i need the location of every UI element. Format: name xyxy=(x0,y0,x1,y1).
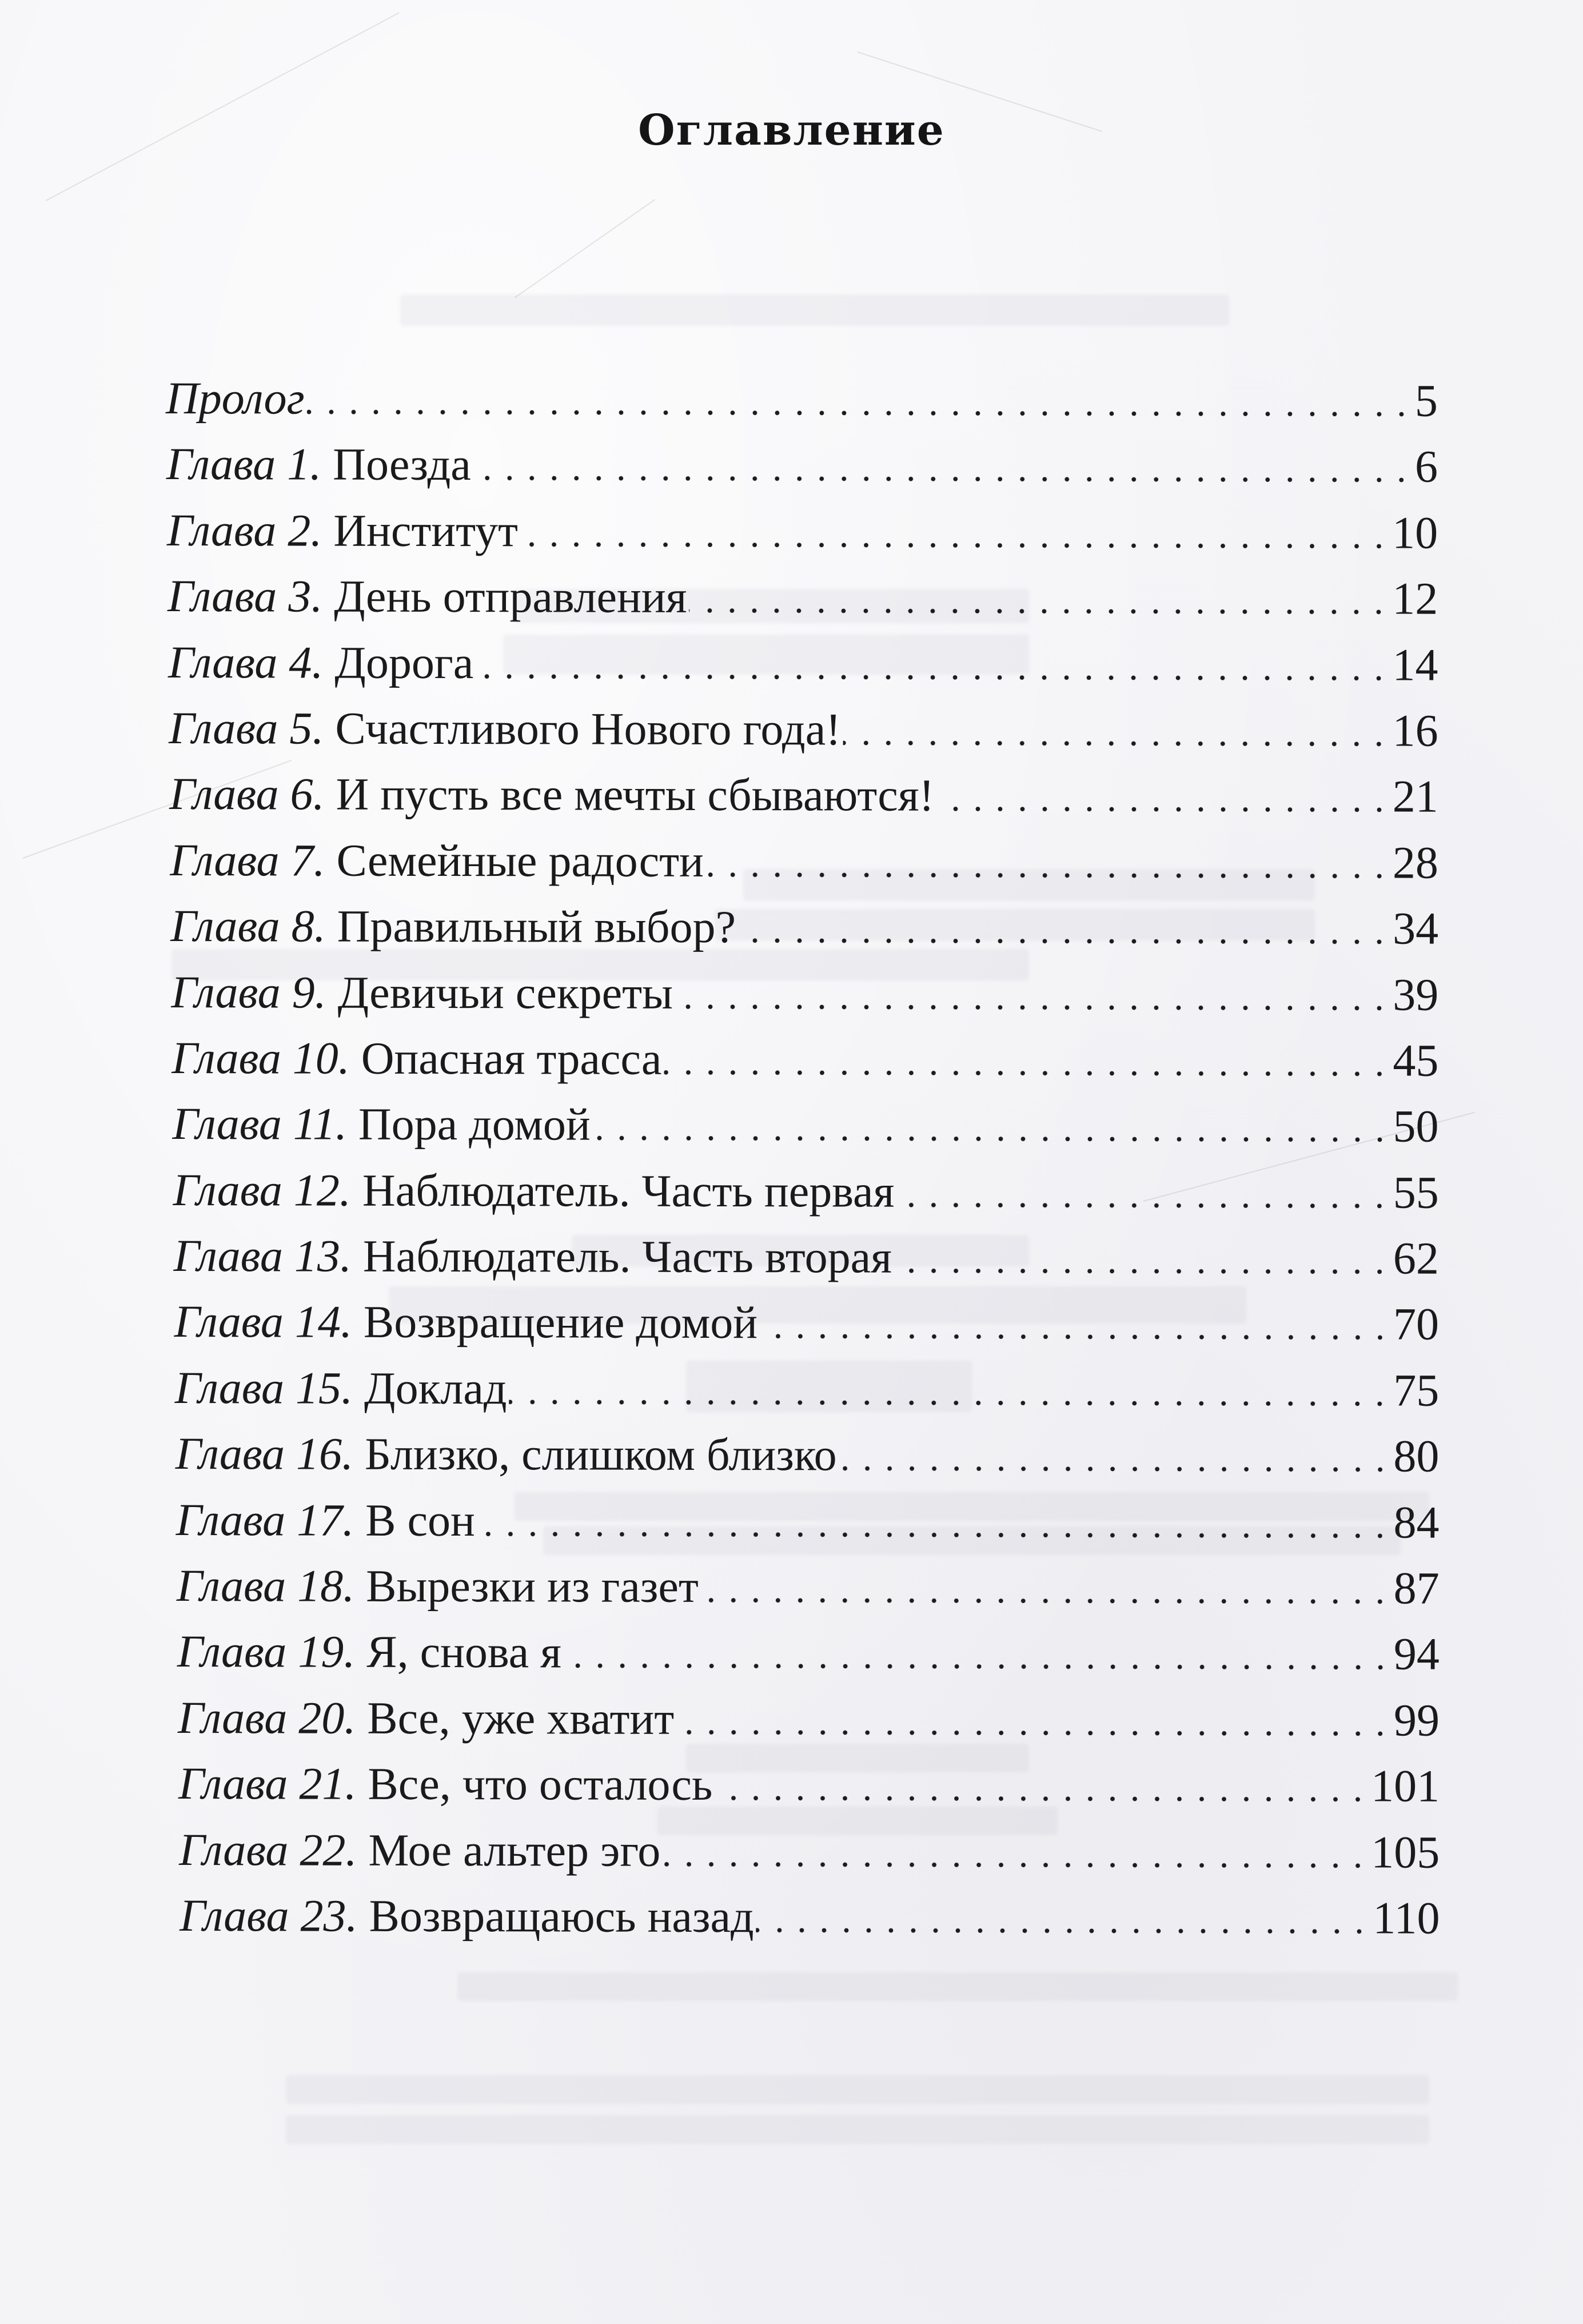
toc-entry-chapter-number: Глава 21. xyxy=(178,1759,357,1809)
dot-leader xyxy=(738,901,1390,948)
toc-entry-title: Институт xyxy=(333,505,519,557)
toc-entry-title: Поезда xyxy=(333,440,471,491)
toc-entry-title: Доклад xyxy=(364,1363,507,1414)
toc-entry-title: Мое альтер эго xyxy=(368,1825,661,1876)
toc-entry-label xyxy=(176,1421,837,1488)
toc-entry xyxy=(166,366,1438,434)
toc-entry-title: Наблюдатель. Часть вторая xyxy=(362,1231,892,1283)
dot-leader xyxy=(520,505,1390,552)
toc-entry-title: Близко, слишком близко xyxy=(365,1429,837,1481)
toc-entry-label xyxy=(170,894,736,960)
toc-entry xyxy=(169,762,1438,830)
toc-entry-chapter-number: Глава 14. xyxy=(174,1297,353,1348)
toc-entry-label xyxy=(167,498,518,564)
toc-entry-chapter-number: Глава 1. xyxy=(166,439,322,490)
toc-entry-page-number: 5 xyxy=(1414,376,1438,426)
bleed-through-text xyxy=(286,2075,1429,2104)
toc-entry xyxy=(177,1553,1440,1622)
toc-entry-page-number: 110 xyxy=(1373,1893,1440,1944)
dot-leader xyxy=(839,1429,1391,1476)
toc-entry-page-number: 14 xyxy=(1392,640,1438,691)
toc-entry-title: Все, уже хватит xyxy=(367,1693,675,1744)
dot-leader xyxy=(843,703,1390,750)
dot-leader xyxy=(676,1693,1391,1740)
toc-entry-title: День отправления xyxy=(334,571,687,623)
dot-leader xyxy=(689,571,1390,619)
toc-entry xyxy=(177,1619,1440,1688)
dot-leader xyxy=(476,637,1390,684)
toc-entry-page-number: 50 xyxy=(1393,1101,1439,1152)
paper-scratch xyxy=(514,199,655,298)
toc-entry-title: Правильный выбор? xyxy=(337,901,736,953)
toc-entry-title: Пора домой xyxy=(358,1099,591,1150)
toc-entry-label xyxy=(170,828,704,895)
toc-entry xyxy=(176,1421,1440,1490)
dot-leader xyxy=(760,1297,1391,1344)
toc-entry-label xyxy=(173,1158,894,1225)
toc-entry-chapter-number: Глава 20. xyxy=(177,1692,356,1744)
toc-entry xyxy=(171,960,1438,1029)
toc-entry-chapter-number: Глава 18. xyxy=(176,1561,355,1612)
toc-entry-page-number: 39 xyxy=(1393,970,1439,1021)
bleed-through-text xyxy=(286,2115,1429,2144)
toc-entry xyxy=(169,696,1438,764)
page-title: Оглавление xyxy=(638,105,945,155)
toc-entry-label xyxy=(175,1356,507,1422)
toc-entry-chapter-number: Глава 12. xyxy=(173,1165,351,1216)
toc-entry-title: И пусть все мечты сбываются! xyxy=(336,769,935,822)
toc-entry-page-number: 84 xyxy=(1393,1497,1440,1548)
toc-entry xyxy=(173,1158,1438,1226)
dot-leader xyxy=(675,967,1391,1014)
toc-entry-chapter-number: Глава 4. xyxy=(168,637,324,688)
toc-entry-label xyxy=(178,1751,713,1818)
toc-entry xyxy=(170,894,1438,962)
toc-entry-chapter-number: Пролог xyxy=(165,373,305,424)
toc-entry-label xyxy=(179,1817,660,1884)
toc-entry-page-number: 28 xyxy=(1392,838,1439,888)
toc-entry-label xyxy=(166,432,471,498)
dot-leader xyxy=(715,1759,1369,1805)
toc-entry-title: Девичьи секреты xyxy=(337,967,673,1019)
toc-entry-title: Возвращаюсь назад xyxy=(369,1891,754,1943)
dot-leader xyxy=(509,1362,1391,1410)
bleed-through-text xyxy=(457,1972,1458,2001)
dot-leader xyxy=(664,1033,1390,1081)
toc-entry xyxy=(180,1883,1440,1952)
toc-entry-page-number: 70 xyxy=(1393,1299,1440,1350)
toc-entry-title: Опасная трасса xyxy=(361,1033,662,1085)
toc-entry-label xyxy=(178,1685,674,1752)
toc-entry-label xyxy=(168,564,687,631)
toc-entry-chapter-number: Глава 13. xyxy=(173,1231,352,1282)
toc-entry-title: Я, снова я xyxy=(366,1627,562,1678)
toc-entry-chapter-number: Глава 22. xyxy=(179,1824,357,1876)
toc-entry-chapter-number: Глава 16. xyxy=(175,1429,354,1480)
table-of-contents xyxy=(162,366,1438,1952)
toc-entry-title: В сон xyxy=(365,1495,475,1546)
toc-entry xyxy=(176,1488,1440,1556)
toc-entry xyxy=(174,1223,1440,1292)
toc-entry-page-number: 34 xyxy=(1393,903,1439,954)
toc-entry-label xyxy=(172,1026,661,1093)
toc-entry-page-number: 105 xyxy=(1371,1827,1440,1878)
bleed-through-text xyxy=(400,294,1229,326)
dot-leader xyxy=(701,1561,1391,1608)
toc-entry-chapter-number: Глава 9. xyxy=(171,967,326,1018)
toc-entry-page-number: 12 xyxy=(1392,573,1438,624)
dot-leader xyxy=(936,770,1390,816)
toc-entry xyxy=(174,1290,1440,1358)
toc-entry-title: Все, что осталось xyxy=(368,1759,713,1811)
toc-entry-chapter-number: Глава 5. xyxy=(169,703,324,754)
dot-leader xyxy=(706,835,1390,883)
toc-entry xyxy=(170,828,1438,896)
toc-entry-chapter-number: Глава 6. xyxy=(169,769,325,820)
toc-entry-chapter-number: Глава 7. xyxy=(170,835,325,886)
toc-entry-page-number: 55 xyxy=(1393,1167,1439,1218)
toc-entry-chapter-number: Глава 23. xyxy=(180,1891,358,1942)
toc-entry xyxy=(179,1817,1440,1886)
toc-entry-label xyxy=(177,1619,561,1685)
toc-entry xyxy=(178,1751,1440,1820)
dot-leader xyxy=(663,1824,1369,1872)
toc-entry xyxy=(175,1356,1440,1424)
toc-entry-page-number: 80 xyxy=(1393,1431,1440,1482)
toc-entry-chapter-number: Глава 19. xyxy=(177,1627,356,1678)
toc-entry-page-number: 62 xyxy=(1393,1233,1440,1284)
toc-entry-label xyxy=(172,1091,591,1158)
toc-entry-label xyxy=(174,1223,892,1291)
toc-entry-label xyxy=(180,1883,754,1950)
toc-entry-page-number: 99 xyxy=(1393,1695,1440,1746)
dot-leader xyxy=(477,1494,1391,1542)
toc-entry-page-number: 101 xyxy=(1371,1761,1440,1812)
toc-entry-label xyxy=(171,960,673,1027)
toc-entry-page-number: 10 xyxy=(1392,508,1438,559)
dot-leader xyxy=(894,1231,1391,1278)
dot-leader xyxy=(307,373,1413,421)
toc-entry-chapter-number: Глава 11. xyxy=(172,1099,347,1150)
toc-entry-page-number: 87 xyxy=(1393,1563,1440,1614)
toc-entry-label xyxy=(174,1290,758,1357)
toc-entry-label xyxy=(169,762,934,829)
toc-entry-chapter-number: Глава 2. xyxy=(166,505,322,556)
toc-entry xyxy=(168,630,1438,699)
toc-entry-title: Счастливого Нового года! xyxy=(335,703,842,755)
dot-leader xyxy=(756,1891,1371,1938)
toc-entry-title: Вырезки из газет xyxy=(366,1561,699,1612)
toc-entry xyxy=(168,564,1438,632)
toc-entry xyxy=(172,1091,1438,1160)
toc-entry-page-number: 45 xyxy=(1393,1035,1439,1086)
toc-entry-page-number: 16 xyxy=(1392,705,1438,756)
toc-entry-chapter-number: Глава 17. xyxy=(176,1494,354,1546)
dot-leader xyxy=(896,1165,1391,1212)
toc-entry-title: Возвращение домой xyxy=(363,1297,758,1349)
toc-entry-title: Дорога xyxy=(334,637,474,688)
toc-entry-label xyxy=(169,696,841,763)
toc-entry xyxy=(172,1026,1438,1094)
dot-leader xyxy=(593,1099,1391,1146)
toc-entry-title: Семейные радости xyxy=(336,835,704,887)
toc-entry xyxy=(167,498,1438,567)
toc-entry-label xyxy=(166,366,305,432)
toc-entry-chapter-number: Глава 8. xyxy=(170,901,326,952)
toc-entry-label xyxy=(168,630,473,696)
toc-entry-chapter-number: Глава 10. xyxy=(172,1033,350,1084)
toc-entry-label xyxy=(177,1553,699,1620)
toc-entry-page-number: 94 xyxy=(1393,1629,1440,1680)
toc-entry xyxy=(178,1685,1440,1754)
toc-entry-chapter-number: Глава 3. xyxy=(167,571,323,622)
toc-entry-page-number: 21 xyxy=(1392,771,1438,823)
toc-entry-page-number: 75 xyxy=(1393,1365,1440,1416)
toc-entry-page-number: 6 xyxy=(1414,441,1438,493)
toc-entry-label xyxy=(176,1488,475,1554)
dot-leader xyxy=(564,1627,1391,1674)
dot-leader xyxy=(473,439,1413,487)
toc-entry-chapter-number: Глава 15. xyxy=(174,1362,353,1414)
toc-entry xyxy=(166,432,1438,500)
toc-entry-title: Наблюдатель. Часть первая xyxy=(362,1165,895,1217)
